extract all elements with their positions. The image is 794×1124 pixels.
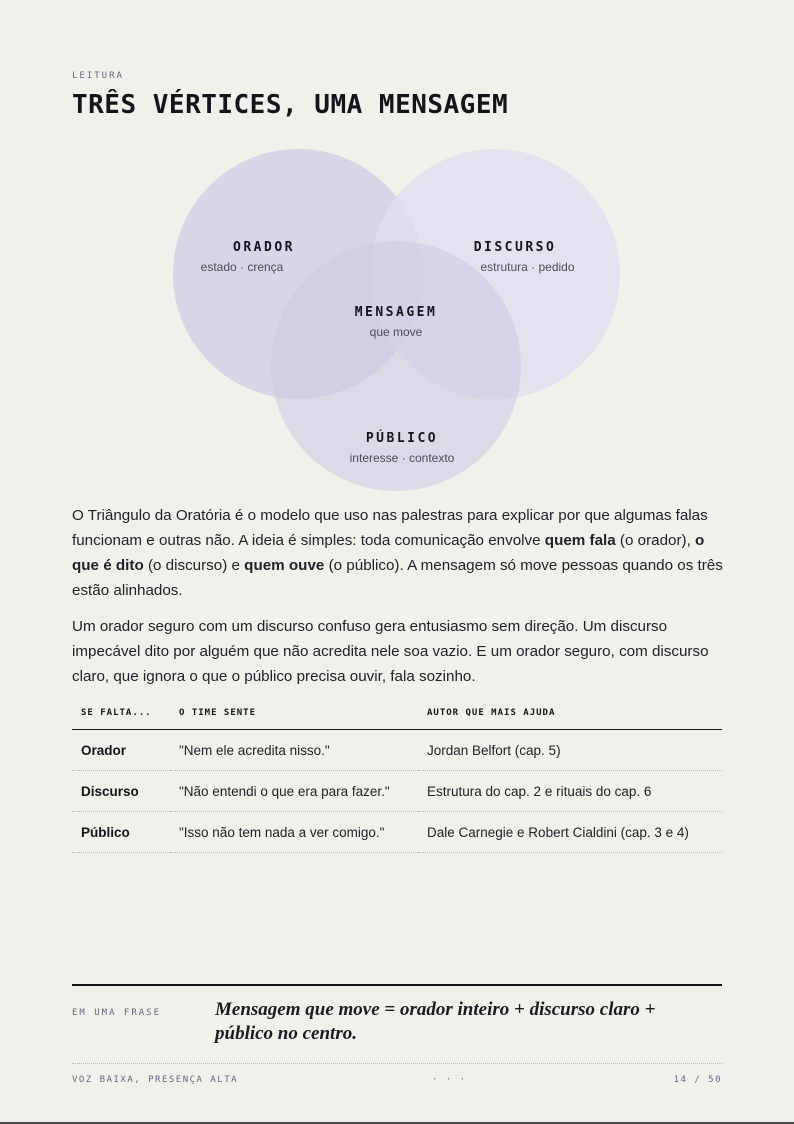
intro-text-1: O Triângulo da Oratória é o modelo que uso nas palestras para explicar por que algumas falas funcionam e outras não. A ideia é simples: toda comunicação envolve xyxy=(72,507,708,549)
venn-label-orador xyxy=(164,240,364,274)
table-cell-falta: Discurso xyxy=(72,771,170,812)
intro-bold-quem-ouve: quem ouve xyxy=(244,557,325,574)
table-header-row xyxy=(72,702,722,730)
table-cell-falta: Público xyxy=(72,812,170,853)
discurso-title: DISCURSO xyxy=(473,240,557,255)
table-cell-autor: Dale Carnegie e Robert Cialdini (cap. 3 e 4) xyxy=(418,812,722,853)
orador-subtitle: estado · crença xyxy=(200,260,284,274)
table-cell-sente: "Não entendi o que era para fazer." xyxy=(170,771,418,812)
publico-subtitle: interesse · contexto xyxy=(349,451,455,465)
footer-book-title: VOZ BAIXA, PRESENÇA ALTA xyxy=(72,1075,239,1085)
intro-text-2: (o orador), xyxy=(615,532,696,549)
summary-divider xyxy=(72,984,722,986)
table-header-o-time-sente: O TIME SENTE xyxy=(170,702,418,730)
venn-label-publico xyxy=(302,431,502,465)
mensagem-subtitle: que move xyxy=(369,325,423,339)
mensagem-title: MENSAGEM xyxy=(354,305,438,320)
second-paragraph: Um orador seguro com um discurso confuso gera entusiasmo sem direção. Um discurso impecável dito por alguém que não acredita nele soa vazio. E um orador seguro, com discurso claro, que ignora o que o público precisa ouvir, fala sozinho. xyxy=(72,618,709,685)
table-row xyxy=(72,771,722,812)
footer-divider xyxy=(72,1063,722,1064)
intro-text-4: (o público). A mensagem só move pessoas quando os três estão alinhados. xyxy=(72,557,723,599)
orador-title: ORADOR xyxy=(233,240,295,255)
table-cell-falta: Orador xyxy=(72,730,170,771)
table-cell-sente: "Isso não tem nada a ver comigo." xyxy=(170,812,418,853)
venn-diagram xyxy=(0,140,794,500)
table-header-se-falta: SE FALTA... xyxy=(72,702,170,730)
intro-paragraph xyxy=(72,503,724,603)
table-cell-sente: "Nem ele acredita nisso." xyxy=(170,730,418,771)
table-row xyxy=(72,812,722,853)
venn-label-mensagem xyxy=(296,305,496,339)
diagnosis-table xyxy=(72,702,722,853)
intro-text-3: (o discurso) e xyxy=(143,557,245,574)
discurso-subtitle: estrutura · pedido xyxy=(480,260,575,274)
page-number: 14 / 50 xyxy=(673,1075,722,1085)
table-row xyxy=(72,730,722,771)
page-title: TRÊS VÉRTICES, UMA MENSAGEM xyxy=(72,90,509,120)
venn-label-discurso xyxy=(415,240,615,274)
footer-ornament: · · · xyxy=(432,1075,467,1085)
table-header-autor: AUTOR QUE MAIS AJUDA xyxy=(418,702,722,730)
table-cell-autor: Jordan Belfort (cap. 5) xyxy=(418,730,722,771)
intro-bold-o-que-e-dito: o que é dito xyxy=(72,532,705,574)
summary-phrase: Mensagem que move = orador inteiro + discurso claro + público no centro. xyxy=(215,999,656,1044)
table-cell-autor: Estrutura do cap. 2 e rituais do cap. 6 xyxy=(418,771,722,812)
summary-label: EM UMA FRASE xyxy=(72,1008,162,1018)
section-kicker: LEITURA xyxy=(72,71,124,81)
intro-bold-quem-fala: quem fala xyxy=(544,532,616,549)
publico-title: PÚBLICO xyxy=(365,431,439,446)
